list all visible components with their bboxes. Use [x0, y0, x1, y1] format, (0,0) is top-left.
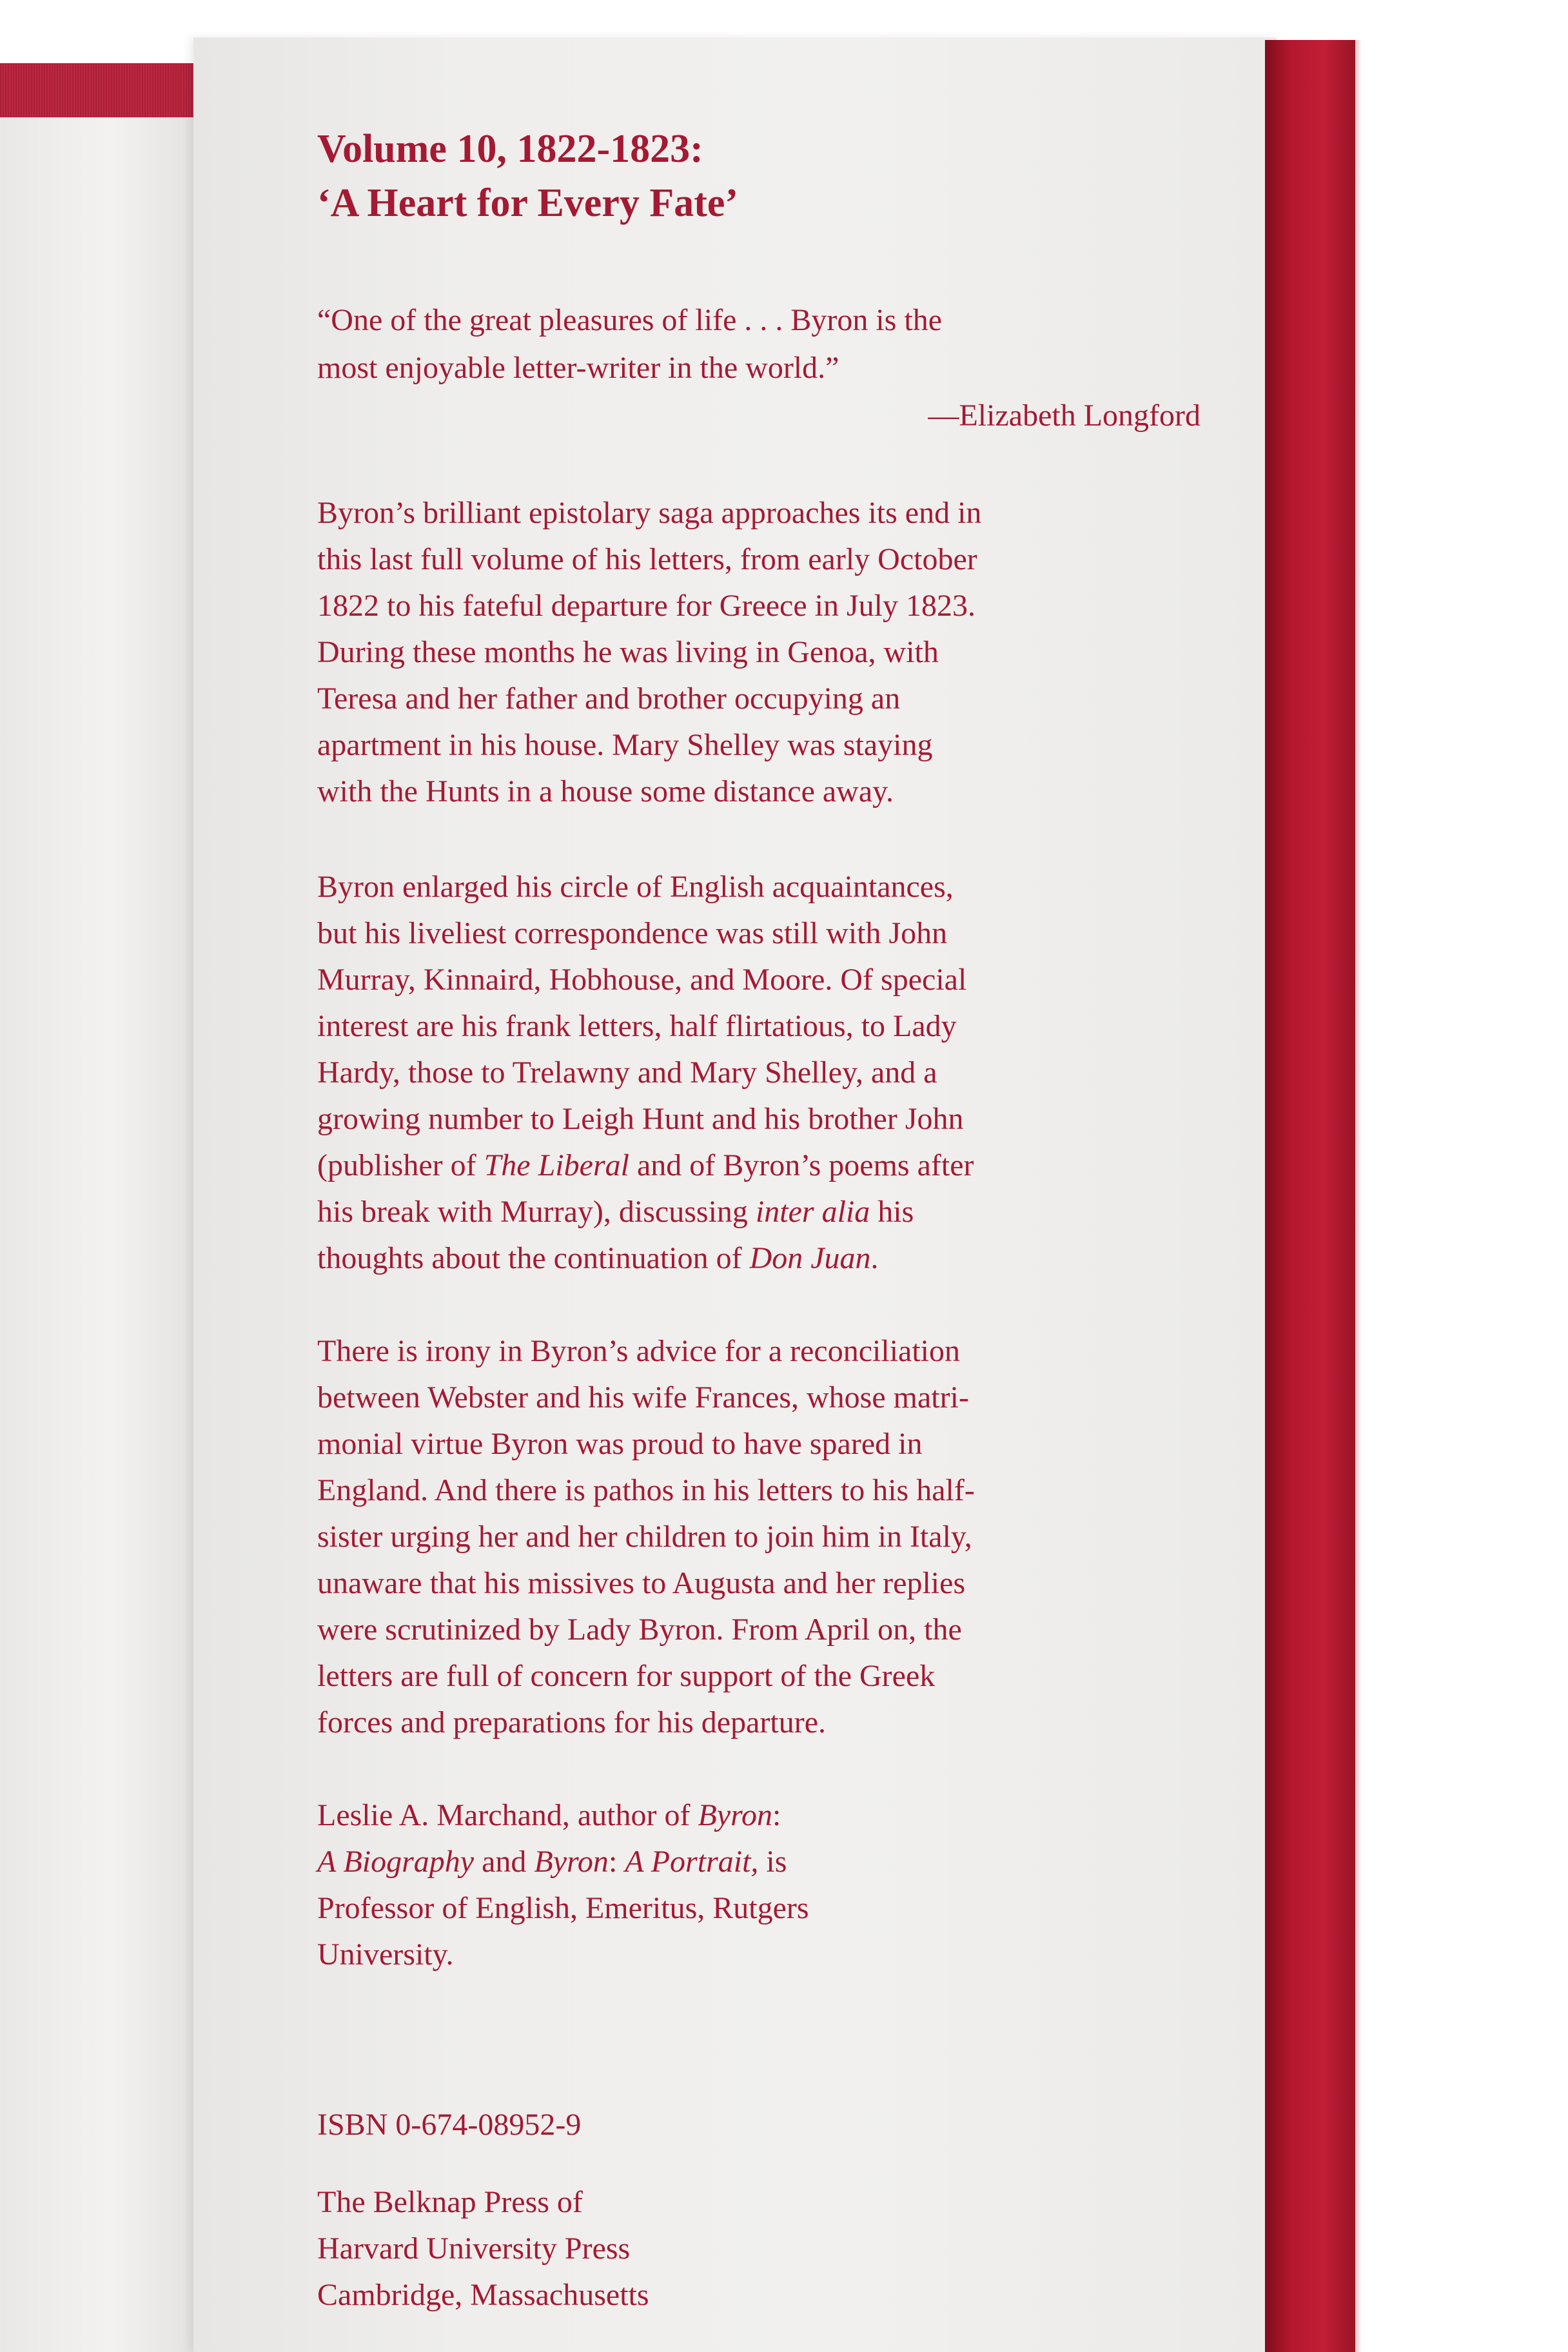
volume-subtitle: ‘A Heart for Every Fate’ [317, 181, 739, 225]
text-run: thoughts about the continuation of [317, 1241, 750, 1275]
text-run: : [608, 1845, 625, 1879]
quote-attribution: —Elizabeth Longford [928, 398, 1200, 433]
paragraph-line: Teresa and her father and brother occupying an [317, 681, 901, 716]
paragraph-line: growing number to Leigh Hunt and his brother John [317, 1102, 964, 1136]
description-paragraph-2 [317, 864, 1200, 1282]
paragraph-line: sister urging her and her children to join him in Italy, [317, 1520, 972, 1554]
paragraph-line: forces and preparations for his departure. [317, 1705, 826, 1740]
text-run: his break with Murray), discussing [317, 1195, 756, 1229]
isbn [317, 2102, 1200, 2148]
red-book-spine [1265, 40, 1355, 2352]
italic-title: The Liberal [484, 1148, 629, 1182]
text-run: (publisher of [317, 1148, 484, 1182]
italic-title: Don Juan [749, 1241, 871, 1275]
paragraph-line: During these months he was living in Genoa, with [317, 635, 939, 669]
paragraph-line: with the Hunts in a house some distance away. [317, 774, 894, 808]
paragraph-line: Hardy, those to Trelawny and Mary Shelley, and a [317, 1055, 937, 1090]
text-run: and of Byron’s poems after [629, 1148, 974, 1182]
paragraph-line [317, 1142, 1200, 1189]
inner-endpaper [0, 117, 201, 2352]
paragraph-line: Byron enlarged his circle of English acquaintances, [317, 870, 954, 904]
paragraph-line: Byron’s brilliant epistolary saga approaches its end in [317, 496, 982, 530]
paragraph-line: There is irony in Byron’s advice for a reconciliation [317, 1334, 961, 1368]
italic-title: A Portrait, [625, 1845, 759, 1879]
red-book-board [0, 63, 193, 122]
italic-title: A Biography [317, 1845, 475, 1879]
volume-heading: Volume 10, 1822-1823: [317, 127, 703, 171]
paragraph-line: this last full volume of his letters, from early October [317, 542, 977, 576]
publisher-line: The Belknap Press of [317, 2185, 583, 2219]
paragraph-line: 1822 to his fateful departure for Greece in July 1823. [317, 589, 976, 623]
italic-title: Byron [698, 1798, 773, 1832]
publisher-line: Harvard University Press [317, 2231, 631, 2266]
author-bio [317, 1792, 1200, 1978]
text-run: his [870, 1195, 914, 1229]
spine-edge-shadow [1355, 40, 1362, 2352]
bio-line [317, 1839, 1200, 1885]
publisher-imprint [317, 2179, 1200, 2318]
paragraph-line: unaware that his missives to Augusta and her replies [317, 1566, 966, 1600]
text-run: . [870, 1241, 879, 1275]
text-run: and [474, 1845, 534, 1879]
italic-phrase: inter alia [755, 1195, 870, 1229]
paragraph-line: between Webster and his wife Frances, whose matri- [317, 1380, 969, 1415]
italic-title: Byron [534, 1845, 609, 1879]
paragraph-line [317, 1189, 1200, 1235]
description-paragraph-3 [317, 1328, 1200, 1746]
paragraph-line: were scrutinized by Lady Byron. From April on, the [317, 1612, 962, 1647]
bio-line: Professor of English, Emeritus, Rutgers [317, 1891, 809, 1925]
quote-line: most enjoyable letter-writer in the world.” [317, 351, 839, 385]
paragraph-line: monial virtue Byron was proud to have spared in [317, 1427, 923, 1461]
publisher-line: Cambridge, Massachusetts [317, 2278, 649, 2312]
review-quote [317, 297, 1200, 440]
bio-line: University. [317, 1937, 454, 1972]
paragraph-line: Murray, Kinnaird, Hobhouse, and Moore. Of special [317, 963, 967, 997]
paragraph-line: but his liveliest correspondence was still with John [317, 916, 948, 950]
bio-line [317, 1792, 1200, 1839]
paragraph-line: letters are full of concern for support of the Greek [317, 1659, 936, 1693]
paragraph-line [317, 1235, 1200, 1282]
description-paragraph-1 [317, 490, 1200, 815]
flap-text [317, 122, 1200, 2312]
isbn-text: ISBN 0-674-08952-9 [317, 2108, 582, 2142]
quote-line: “One of the great pleasures of life . . . Byron is the [317, 303, 943, 337]
text-run: is [758, 1845, 787, 1879]
paragraph-line: apartment in his house. Mary Shelley was staying [317, 728, 933, 762]
paragraph-line: England. And there is pathos in his letters to his half- [317, 1473, 975, 1507]
paragraph-line: interest are his frank letters, half flirtatious, to Lady [317, 1009, 957, 1043]
text-run: Leslie A. Marchand, author of [317, 1798, 698, 1832]
text-run: : [772, 1798, 781, 1832]
